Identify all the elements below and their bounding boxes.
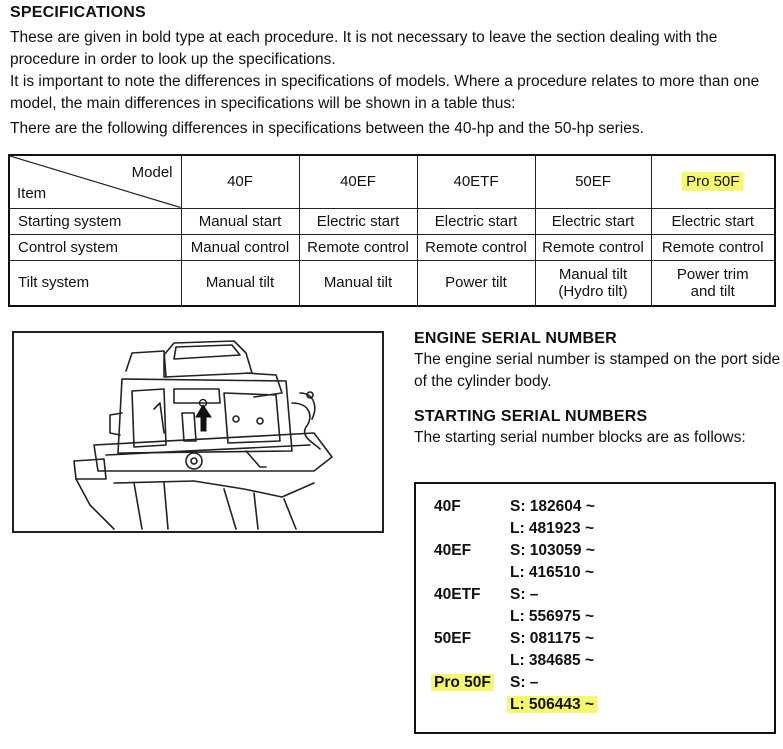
starting-serial-text: The starting serial number blocks are as follows: xyxy=(414,429,746,446)
table-header-row xyxy=(9,155,775,208)
serial-value: S: – xyxy=(510,674,539,691)
table-cell: Electric start xyxy=(651,208,775,234)
table-cell: Manual tilt xyxy=(299,260,417,306)
serial-number-section xyxy=(414,330,782,449)
table-cell: Remote control xyxy=(535,234,651,260)
engine-serial-text: The engine serial number is stamped on the port side of the cylinder body. xyxy=(414,351,781,390)
serial-value: L: 481923 ~ xyxy=(510,520,595,537)
outboard-engine-icon xyxy=(14,333,382,531)
highlight-mark: Pro 50F xyxy=(431,674,494,691)
table-cell: Electric start xyxy=(535,208,651,234)
starting-serial-title: STARTING SERIAL NUMBERS xyxy=(414,408,648,425)
row-item-label: Starting system xyxy=(9,208,181,234)
cell-line: Manual tilt xyxy=(558,265,628,283)
serial-value: S: 182604 ~ xyxy=(510,498,595,515)
table-cell: Manual control xyxy=(181,234,299,260)
model-header: 40EF xyxy=(299,155,417,208)
model-header-highlighted xyxy=(651,155,775,208)
corner-model-label: Model xyxy=(131,164,173,181)
engine-illustration xyxy=(12,331,384,533)
serial-value: S: 103059 ~ xyxy=(510,542,595,559)
table-cell: Electric start xyxy=(417,208,535,234)
section-title: SPECIFICATIONS xyxy=(10,4,146,21)
serial-value: L: 416510 ~ xyxy=(510,564,595,581)
highlight-mark: Pro 50F xyxy=(682,172,743,191)
spec-table xyxy=(8,154,776,307)
table-row xyxy=(9,208,775,234)
intro-paragraph-1: These are given in bold type at each procedure. It is not necessary to leave the section dealing with the procedure in order to look up the specifications. xyxy=(10,29,718,68)
table-cell: Manual tilt xyxy=(181,260,299,306)
engine-serial-title: ENGINE SERIAL NUMBER xyxy=(414,330,617,347)
serial-value: S: 081175 ~ xyxy=(510,630,595,647)
serial-model: 50EF xyxy=(434,630,472,647)
row-item-label: Control system xyxy=(9,234,181,260)
serial-number-box xyxy=(414,482,776,734)
table-cell: Manual start xyxy=(181,208,299,234)
table-cell-two-line xyxy=(535,260,651,306)
table-cell: Remote control xyxy=(299,234,417,260)
row-item-label: Tilt system xyxy=(9,260,181,306)
highlight-mark: L: 506443 ~ xyxy=(507,696,597,713)
serial-value: L: 384685 ~ xyxy=(510,652,595,669)
intro-paragraph-3: There are the following differences in specifications between the 40-hp and the 50-hp series. xyxy=(10,120,644,137)
table-cell-two-line xyxy=(651,260,775,306)
table-cell: Remote control xyxy=(417,234,535,260)
serial-value: S: – xyxy=(510,586,539,603)
serial-value: L: 556975 ~ xyxy=(510,608,595,625)
table-cell: Power tilt xyxy=(417,260,535,306)
table-corner-cell xyxy=(9,155,181,208)
serial-model: 40F xyxy=(434,498,461,515)
starting-serial-section xyxy=(414,408,782,449)
intro-text xyxy=(10,27,780,140)
table-cell: Electric start xyxy=(299,208,417,234)
table-cell: Remote control xyxy=(651,234,775,260)
cell-line: Power trim xyxy=(676,265,749,283)
model-header: 40ETF xyxy=(417,155,535,208)
cell-line: (Hydro tilt) xyxy=(558,282,628,300)
model-header: 50EF xyxy=(535,155,651,208)
serial-model: 40EF xyxy=(434,542,472,559)
table-row xyxy=(9,234,775,260)
model-header: 40F xyxy=(181,155,299,208)
corner-item-label: Item xyxy=(17,184,47,202)
serial-model: 40ETF xyxy=(434,586,481,603)
cell-line: and tilt xyxy=(690,282,735,300)
serial-value xyxy=(510,694,597,716)
table-row xyxy=(9,260,775,306)
serial-model xyxy=(434,672,514,694)
intro-paragraph-2: It is important to note the differences in specifications of models. Where a procedure relates to more than one model, the main differences in specifications will be shown in a table thus: xyxy=(10,73,760,112)
